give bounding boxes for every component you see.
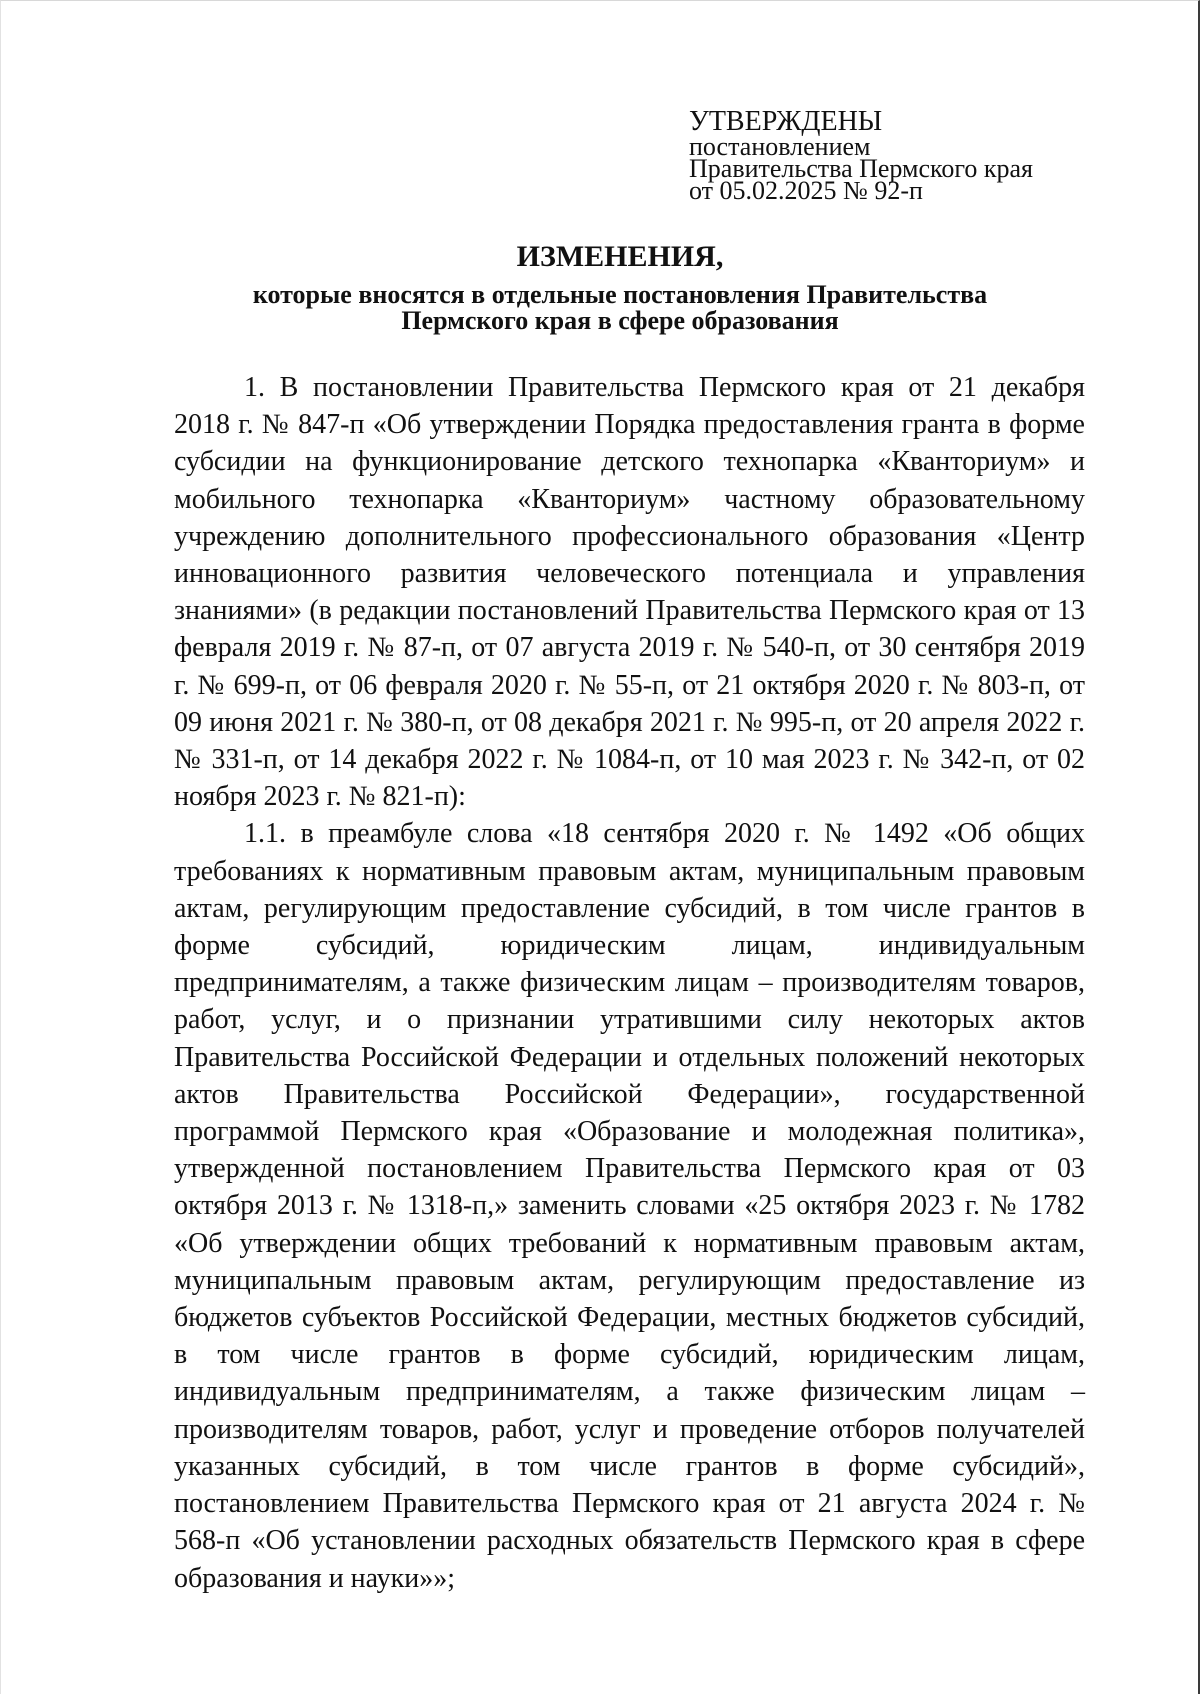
- document-subtitle-line-1: которые вносятся в отдельные постановления Правительства: [252, 280, 988, 309]
- approval-line-3: от 05.02.2025 № 92-п: [689, 176, 923, 205]
- approval-line-2: Правительства Пермского края: [689, 154, 1033, 183]
- paragraph-1: 1. В постановлении Правительства Пермского края от 21 декабря 2018 г. № 847-п «Об утверждении Порядка предоставления гранта в форме субсидии на функционирование детского технопарка «Кванториум» и мобильного технопарка «Кванториум» частному образовательному учреждению дополнительного профессионального образования «Центр инновационного развития человеческого потенциала и управления знаниями» (в редакции постановлений Правительства Пермского края от 13 февраля 2019 г. № 87-п, от 07 августа 2019 г. № 540-п, от 30 сентября 2019 г. № 699-п, от 06 февраля 2020 г. № 55-п, от 21 октября 2020 г. № 803-п, от 09 июня 2021 г. № 380-п, от 08 декабря 2021 г. № 995-п, от 20 апреля 2022 г. № 331-п, от 14 декабря 2022 г. № 1084-п, от 10 мая 2023 г. № 342-п, от 02 ноября 2023 г. № 821-п):: [174, 372, 1085, 813]
- document-body: [174, 369, 1085, 1597]
- document-heading: [170, 240, 1070, 334]
- approval-stamp-block: [689, 106, 1129, 205]
- approved-label: УТВЕРЖДЕНЫ: [689, 106, 883, 137]
- document-subtitle-line-2: Пермского края в сфере образования: [401, 306, 839, 335]
- paragraph-1-1: 1.1. в преамбуле слова «18 сентября 2020 г. № 1492 «Об общих требованиях к нормативным правовым актам, муниципальным правовым актам, регулирующим предоставление субсидий, в том числе грантов в форме субсидий, юридическим лицам, индивидуальным предпринимателям, а также физическим лицам – производителям товаров, работ, услуг, и о признании утратившими силу некоторых актов Правительства Российской Федерации и отдельных положений некоторых актов Правительства Российской Федерации», государственной программой Пермского края «Образование и молодежная политика», утвержденной постановлением Правительства Пермского края от 03 октября 2013 г. № 1318-п,» заменить словами «25 октября 2023 г. № 1782 «Об утверждении общих требований к нормативным правовым актам, муниципальным правовым актам, регулирующим предоставление из бюджетов субъектов Российской Федерации, местных бюджетов субсидий, в том числе грантов в форме субсидий, юридическим лицам, индивидуальным предпринимателям, а также физическим лицам – производителям товаров, работ, услуг и проведение отборов получателей указанных субсидий, в том числе грантов в форме субсидий», постановлением Правительства Пермского края от 21 августа 2024 г. № 568-п «Об установлении расходных обязательств Пермского края в сфере образования и науки»»;: [174, 818, 1085, 1594]
- approval-line-1: постановлением: [689, 132, 871, 161]
- document-title: ИЗМЕНЕНИЯ,: [516, 240, 724, 273]
